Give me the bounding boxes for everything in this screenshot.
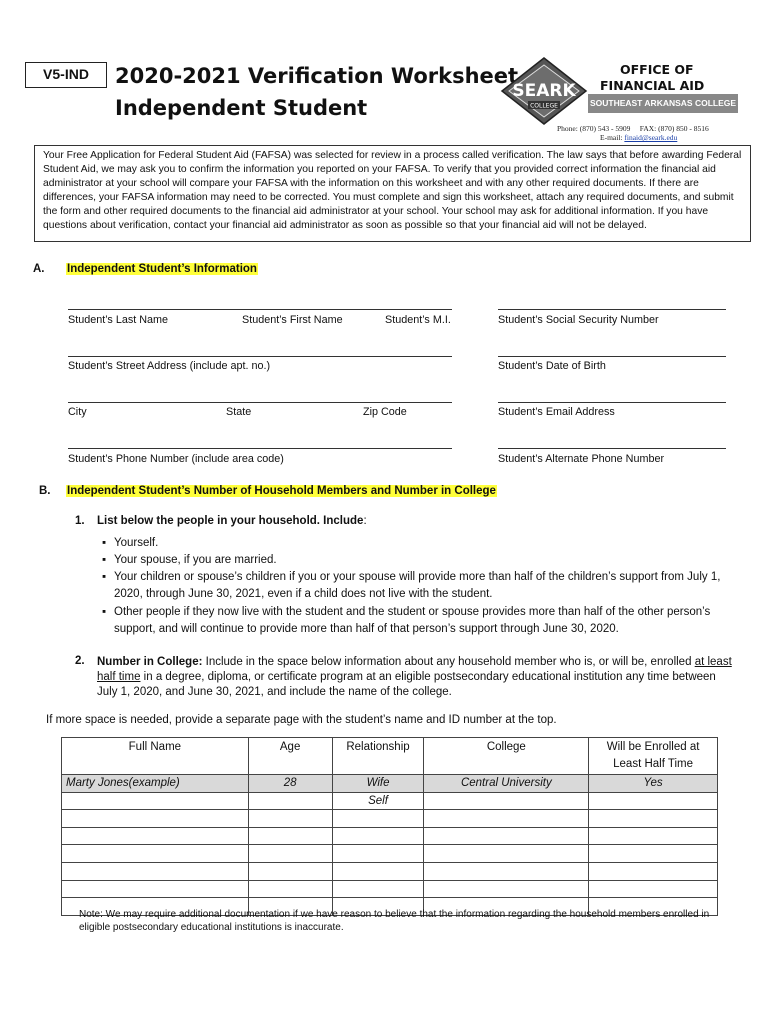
section-b-title: Independent Student’s Number of Household Members and Number in College: [67, 485, 496, 497]
email-input-line[interactable]: [498, 402, 726, 403]
more-space-note: If more space is needed, provide a separate page with the student’s name and ID number at the top.: [46, 714, 557, 726]
page-title: 2020-2021 Verification Worksheet: [115, 64, 519, 88]
email-link[interactable]: finaid@seark.edu: [624, 133, 678, 142]
cell-age[interactable]: [248, 845, 332, 863]
address-input-line[interactable]: [68, 356, 452, 357]
alt-phone-label: Student’s Alternate Phone Number: [498, 453, 665, 465]
cell-name[interactable]: [62, 810, 249, 828]
seark-logo-icon: [500, 56, 588, 126]
cell-age[interactable]: [248, 880, 332, 898]
item-1-heading: [97, 515, 367, 527]
cell-relationship: Self: [332, 792, 424, 810]
cell-relationship[interactable]: [332, 827, 424, 845]
household-college-table: [61, 737, 718, 916]
bullet-marker: ▪: [102, 571, 107, 583]
phone-input-line[interactable]: [68, 448, 452, 449]
cell-enrolled[interactable]: [589, 827, 718, 845]
household-bullet-2: Your spouse, if you are married.: [114, 554, 277, 566]
office-label-line2: FINANCIAL AID: [600, 78, 705, 93]
cell-enrolled[interactable]: [589, 792, 718, 810]
cell-relationship[interactable]: [332, 810, 424, 828]
cell-age[interactable]: [248, 792, 332, 810]
phone-label: Student’s Phone Number (include area code): [68, 453, 284, 465]
cell-college[interactable]: [424, 792, 589, 810]
cell-college[interactable]: [424, 810, 589, 828]
cell-name[interactable]: [62, 827, 249, 845]
alt-phone-input-line[interactable]: [498, 448, 726, 449]
cell-name: Marty Jones(example): [62, 775, 249, 793]
email-label: E-mail:: [600, 133, 623, 142]
section-a-title: Independent Student’s Information: [67, 263, 257, 275]
cell-enrolled[interactable]: [589, 862, 718, 880]
household-bullet-4: Other people if they now live with the student and the student or spouse provides more than half of the other person’s support, and will continue to provide more than half of that person’s support through June 30, 2020.: [114, 606, 711, 635]
section-b-letter: B.: [39, 485, 51, 497]
header-college: College: [424, 738, 589, 775]
bullet-marker: ▪: [102, 554, 107, 566]
cell-college[interactable]: [424, 827, 589, 845]
logo-badge-sub: COLLEGE: [530, 102, 558, 110]
contact-email: [600, 133, 677, 142]
dob-label: Student’s Date of Birth: [498, 360, 606, 372]
address-label: Student’s Street Address (include apt. no.): [68, 360, 271, 372]
item-1-heading-colon: :: [363, 515, 367, 527]
ssn-label: Student’s Social Security Number: [498, 314, 659, 326]
cell-enrolled: Yes: [589, 775, 718, 793]
cell-college: Central University: [424, 775, 589, 793]
empty-rows-group: [62, 810, 718, 916]
table-row-empty[interactable]: [62, 810, 718, 828]
college-name-bar: SOUTHEAST ARKANSAS COLLEGE: [588, 94, 738, 113]
table-row-empty[interactable]: [62, 845, 718, 863]
item-2-text-b: in a degree, diploma, or certificate program at an eligible postsecondary educational institution any time between July 1, 2020, and June 30, 2021, and include the name of the college.: [97, 671, 716, 698]
last-name-label: Student’s Last Name: [68, 314, 169, 326]
cell-relationship[interactable]: [332, 845, 424, 863]
logo-badge-text: SEARK: [512, 81, 576, 101]
email-field-label: Student’s Email Address: [498, 406, 615, 418]
header-relationship: Relationship: [332, 738, 424, 775]
item-1-number: 1.: [75, 515, 85, 527]
cell-relationship: Wife: [332, 775, 424, 793]
cell-name[interactable]: [62, 845, 249, 863]
cell-enrolled[interactable]: [589, 845, 718, 863]
first-name-label: Student’s First Name: [242, 314, 343, 326]
city-label: City: [68, 406, 87, 418]
page-subtitle: Independent Student: [115, 96, 368, 120]
bullet-marker: ▪: [102, 606, 107, 618]
household-bullet-3: Your children or spouse’s children if you or your spouse will provide more than half of the children’s support from July 1, 2020, through June 30, 2021, even if a child does not live with the student.: [114, 571, 721, 600]
office-label-line1: OFFICE OF: [620, 62, 694, 77]
bullet-marker: ▪: [102, 537, 107, 549]
cell-enrolled[interactable]: [589, 880, 718, 898]
cell-college[interactable]: [424, 845, 589, 863]
table-row-empty[interactable]: [62, 827, 718, 845]
ssn-input-line[interactable]: [498, 309, 726, 310]
item-2-bold: Number in College:: [97, 656, 203, 668]
table-header-row: [62, 738, 718, 775]
cell-relationship[interactable]: [332, 862, 424, 880]
header-enrolled: Will be Enrolled at Least Half Time: [589, 738, 718, 775]
cell-age[interactable]: [248, 827, 332, 845]
zip-label: Zip Code: [363, 406, 407, 418]
table-row-empty[interactable]: [62, 862, 718, 880]
city-state-zip-input-line[interactable]: [68, 402, 452, 403]
cell-age[interactable]: [248, 810, 332, 828]
cell-relationship[interactable]: [332, 880, 424, 898]
cell-age[interactable]: [248, 862, 332, 880]
item-2-text-a: Include in the space below information about any household member who is, or will be, enrolled: [205, 656, 692, 668]
state-label: State: [226, 406, 252, 418]
item-2-number: 2.: [75, 655, 85, 667]
item-2-paragraph: [97, 655, 737, 700]
header-age: Age: [248, 738, 332, 775]
cell-college[interactable]: [424, 880, 589, 898]
table-row-empty[interactable]: [62, 880, 718, 898]
cell-name[interactable]: [62, 880, 249, 898]
cell-enrolled[interactable]: [589, 810, 718, 828]
contact-phone-fax: [557, 124, 709, 133]
intro-paragraph: Your Free Application for Federal Student Aid (FAFSA) was selected for review in a process called verification. The law says that before awarding Federal Student Aid, we may ask you to confirm the information you reported on your FAFSA. To verify that you provided correct information the financial aid administrator at your school will compare your FAFSA with the information on this worksheet and with any other required documents. If there are differences, your FAFSA information may need to be corrected. You must complete and sign this worksheet, attach any required documents, and submit the form and other required documents to the financial aid administrator at your school. Your school may ask for additional information. If you have questions about verification, contact your financial aid administrator as soon as possible so that your financial aid will not be delayed.: [34, 145, 751, 242]
table-row-example: [62, 775, 718, 793]
cell-age: 28: [248, 775, 332, 793]
cell-college[interactable]: [424, 862, 589, 880]
footer-note: Note: We may require additional documentation if we have reason to believe that the information regarding the household members enrolled in eligible postsecondary educational institutions is inaccurate.: [79, 909, 710, 933]
contact-fax: FAX: (870) 850 - 8516: [639, 124, 709, 133]
contact-phone: Phone: (870) 543 - 5909: [557, 124, 631, 133]
dob-input-line[interactable]: [498, 356, 726, 357]
form-code-box: V5-IND: [25, 62, 107, 88]
mi-label: Student’s M.I.: [385, 314, 451, 326]
cell-name[interactable]: [62, 792, 249, 810]
household-bullet-1: Yourself.: [114, 537, 159, 549]
table-row-self[interactable]: [62, 792, 718, 810]
header-full-name: Full Name: [62, 738, 249, 775]
section-a-letter: A.: [33, 263, 45, 275]
last-first-mi-input-line[interactable]: [68, 309, 452, 310]
cell-name[interactable]: [62, 862, 249, 880]
item-2-underlined: at least half time: [97, 656, 732, 683]
item-1-heading-bold: List below the people in your household. Include: [97, 515, 364, 527]
